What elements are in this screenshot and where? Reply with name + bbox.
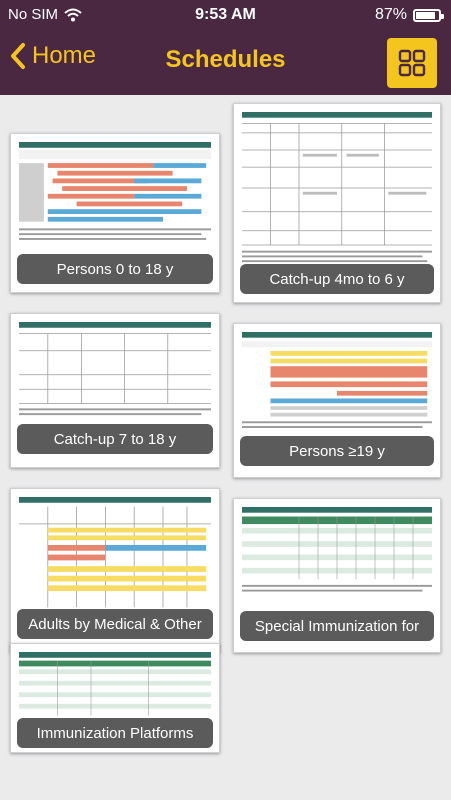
schedule-card-label: Special Immunization for <box>240 611 434 641</box>
schedule-card-persons-19y[interactable] <box>233 323 441 478</box>
schedule-card-label: Adults by Medical & Other <box>17 609 213 639</box>
schedule-card-catchup-4mo-6y[interactable] <box>233 103 441 303</box>
schedule-thumbnail <box>242 112 432 283</box>
schedule-card-label: Persons ≥19 y <box>240 436 434 466</box>
schedule-card-label: Persons 0 to 18 y <box>17 254 213 284</box>
schedule-card-immunization-platforms[interactable] <box>10 643 220 753</box>
schedule-card-special-immunization[interactable] <box>233 498 441 653</box>
page-title: Schedules <box>165 46 286 73</box>
schedule-card-label: Catch-up 7 to 18 y <box>17 424 213 454</box>
schedule-card-label: Catch-up 4mo to 6 y <box>240 264 434 294</box>
navigation-bar <box>0 30 451 95</box>
schedule-card-adults-medical[interactable] <box>10 488 220 653</box>
grid-view-button[interactable] <box>387 38 437 88</box>
schedule-grid <box>0 95 451 800</box>
battery-percent: 87% <box>374 6 407 23</box>
schedule-card-label: Immunization Platforms <box>17 718 213 748</box>
back-label: Home <box>32 42 97 69</box>
battery-icon <box>413 9 441 22</box>
carrier-label: No SIM <box>8 6 59 23</box>
schedule-card-persons-0-18[interactable] <box>10 133 220 293</box>
schedule-card-catchup-7-18y[interactable] <box>10 313 220 468</box>
status-time: 9:53 AM <box>195 6 256 23</box>
top-bar <box>0 0 451 95</box>
status-bar <box>0 0 451 30</box>
grid-icon <box>398 49 426 77</box>
